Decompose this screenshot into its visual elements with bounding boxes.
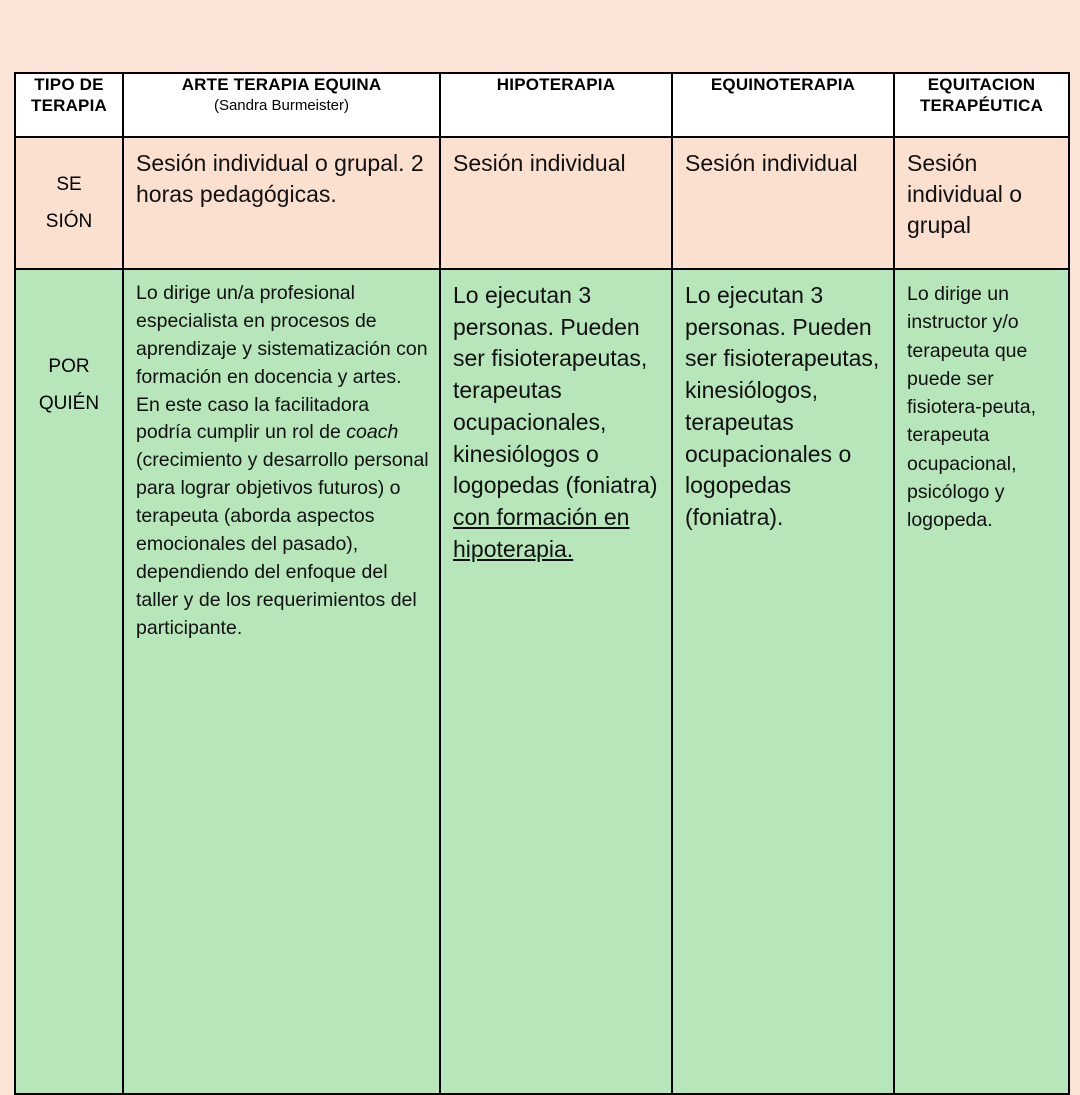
cell-sesion-equitacion: Sesión individual o grupal: [894, 137, 1069, 269]
column-header-label: EQUINOTERAPIA: [710, 75, 856, 94]
column-header-equinoterapia: [672, 73, 894, 137]
cell-sesion-equinoterapia: Sesión individual: [672, 137, 894, 269]
cell-text-part1: Lo dirige un/a profesional especialista en procesos de aprendizaje y sistematización con formación en docencia y artes. En este caso la facilitadora podría cumplir un rol de: [136, 282, 428, 444]
cell-text-part1: Lo dirige un instructor y/o terapeuta que puede: [907, 283, 1028, 390]
cell-quien-hipoterapia: [440, 269, 672, 1094]
column-header-sublabel: (Sandra Burmeister): [213, 97, 350, 115]
cell-text-part1: Lo ejecutan 3 personas. Pueden ser fisioterapeutas, kinesiólogos, terapeutas ocupacionales o logopedas (foniatra).: [685, 282, 880, 531]
column-header-tipo-de-terapia: [15, 73, 123, 137]
row-label-line1: SE: [56, 173, 82, 195]
column-header-equitacion-terapeutica: [894, 73, 1069, 137]
cell-text-part1: Lo ejecutan 3 personas. Pueden ser fisioterapeutas, terapeutas ocupacionales, kinesiólogos o logopedas (foniatra): [453, 282, 658, 499]
column-header-label: ARTE TERAPIA EQUINA: [181, 75, 382, 94]
column-header-hipoterapia: [440, 73, 672, 137]
column-header-arte-terapia-equina: [123, 73, 440, 137]
column-header-label: TIPO DE TERAPIA: [30, 75, 108, 116]
cell-text-underlined: con formación en hipoterapia.: [453, 504, 630, 562]
cell-sesion-hipoterapia: Sesión individual: [440, 137, 672, 269]
row-label-por-quien: [15, 269, 123, 1094]
therapy-comparison-table: [14, 72, 1070, 1095]
row-label-sesion: [15, 137, 123, 269]
table-header-row: [15, 73, 1069, 137]
cell-quien-equitacion: [894, 269, 1069, 1094]
row-label-line2: QUIÉN: [38, 393, 100, 415]
comparison-table-container: [14, 72, 1068, 1095]
cell-sesion-arte-terapia: Sesión individual o grupal. 2 horas pedagógicas.: [123, 137, 440, 269]
table-row: [15, 137, 1069, 269]
row-label-line2: SIÓN: [45, 211, 93, 232]
cell-quien-arte-terapia: [123, 269, 440, 1094]
cell-text-italic: coach: [346, 421, 399, 444]
column-header-label: EQUITACION TERAPÉUTICA: [919, 75, 1044, 116]
row-label-line1: POR: [48, 356, 90, 377]
column-header-label: HIPOTERAPIA: [496, 75, 616, 94]
cell-text-part2: (crecimiento y desarrollo personal para lograr objetivos futuros) o terapeuta (aborda aspectos emocionales del pasado), dependiendo del enfoque del taller y de los requerimientos del participante.: [136, 449, 429, 639]
cell-text-part2: ser fisiotera-peuta, terapeuta ocupacional, psicólogo y logopeda.: [907, 367, 1036, 532]
cell-quien-equinoterapia: [672, 269, 894, 1094]
table-row: [15, 269, 1069, 1094]
